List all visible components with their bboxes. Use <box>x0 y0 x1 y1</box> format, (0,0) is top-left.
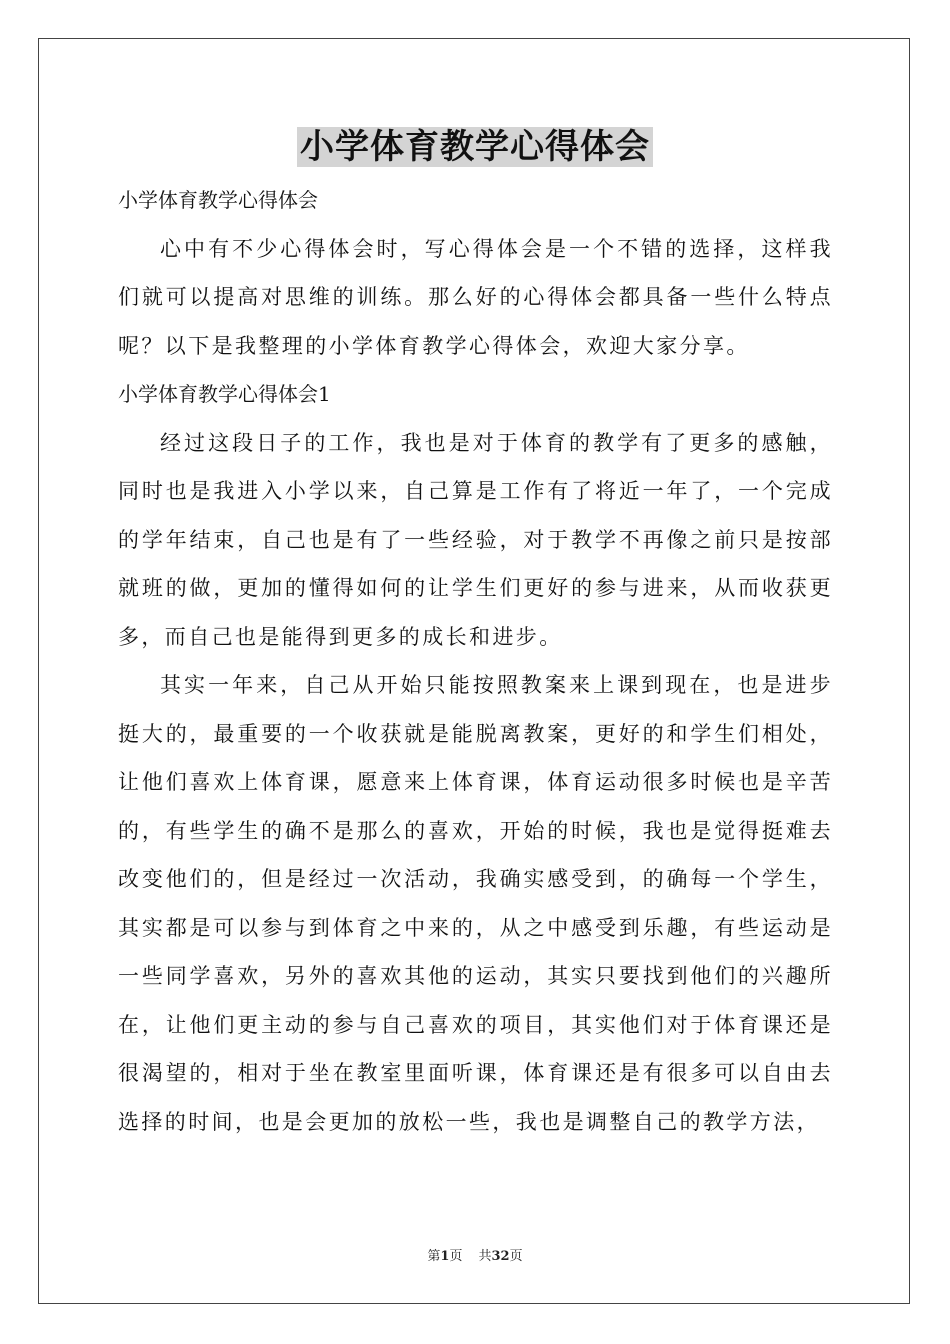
section-1-paragraph-1: 经过这段日子的工作，我也是对于体育的教学有了更多的感触，同时也是我进入小学以来，自己算是工作有了将近一年了，一个完成的学年结束，自己也是有了一些经验，对于教学不再像之前只是按部就班的做，更加的懂得如何的让学生们更好的参与进来，从而收获更多，而自己也是能得到更多的成长和进步。 <box>118 430 833 649</box>
page-number-prefix: 第 <box>427 1249 441 1264</box>
section-1-paragraph-2: 其实一年来，自己从开始只能按照教案来上课到现在，也是进步挺大的，最重要的一个收获就是能脱离教案，更好的和学生们相处，让他们喜欢上体育课，愿意来上体育课，体育运动很多时候也是辛苦的，有些学生的确不是那么的喜欢，开始的时候，我也是觉得挺难去改变他们的，但是经过一次活动，我确实感受到，的确每一个学生，其实都是可以参与到体育之中来的，从之中感受到乐趣，有些运动是一些同学喜欢，另外的喜欢其他的运动，其实只要找到他们的兴趣所在，让他们更主动的参与自己喜欢的项目，其实他们对于体育课还是很渴望的，相对于坐在教室里面听课，体育课还是有很多可以自由去选择的时间，也是会更加的放松一些，我也是调整自己的教学方法， <box>118 673 833 1134</box>
document-title <box>0 124 950 170</box>
page-number-unit: 页 <box>449 1249 463 1264</box>
page-footer <box>0 1248 950 1266</box>
document-body <box>118 176 833 1146</box>
current-page-number: 1 <box>440 1249 450 1264</box>
document-title-text: 小学体育教学心得体会 <box>297 127 653 167</box>
section-1-heading: 小学体育教学心得体会1 <box>118 382 331 406</box>
document-subtitle: 小学体育教学心得体会 <box>118 188 318 212</box>
total-pages-prefix: 共 <box>478 1249 492 1264</box>
total-pages-unit: 页 <box>509 1249 523 1264</box>
total-page-count: 32 <box>491 1249 510 1264</box>
intro-paragraph: 心中有不少心得体会时，写心得体会是一个不错的选择，这样我们就可以提高对思维的训练。那么好的心得体会都具备一些什么特点呢？以下是我整理的小学体育教学心得体会，欢迎大家分享。 <box>118 236 833 358</box>
